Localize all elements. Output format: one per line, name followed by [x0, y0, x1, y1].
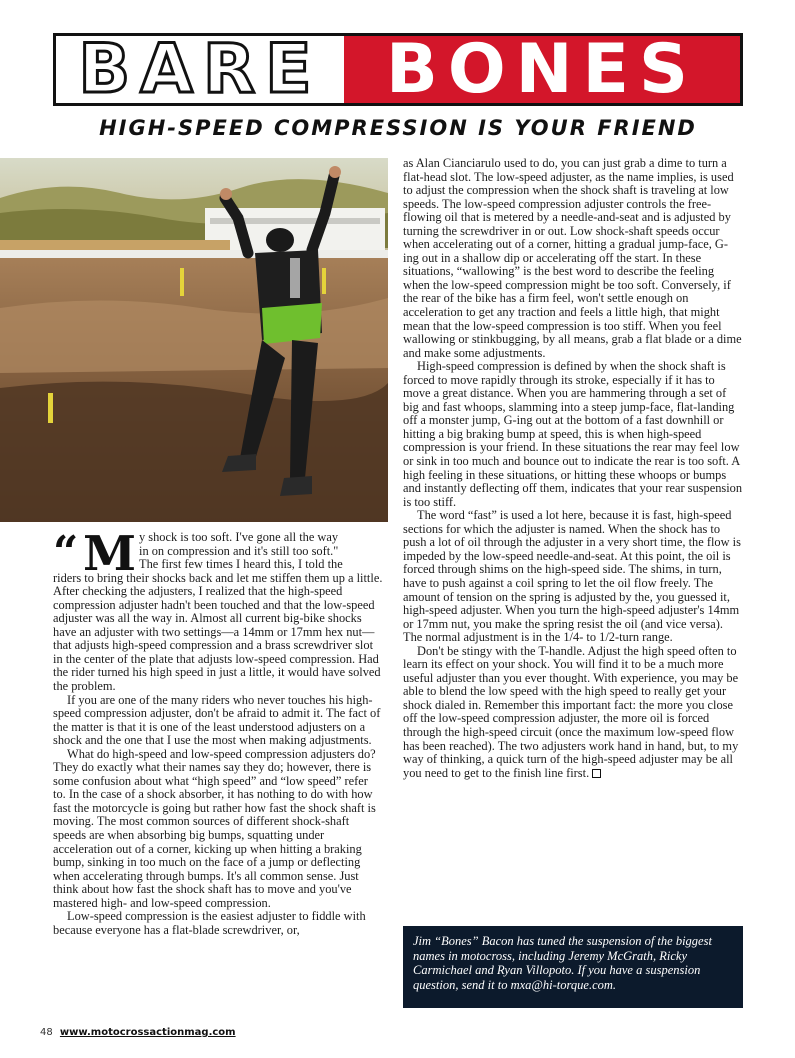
opening-quote-mark: “	[53, 527, 79, 578]
paragraph: The word “fast” is used a lot here, because it is fast, high-speed sections for which the adjuster is named. When the shock has to push a lot of oil through the adjuster in a very short time, the flow is impeded by the low-speed needle-and-seat. At this point, the oil is forced through shims on the high-speed side. The shims, in turn, have to push against a coil spring to let the oil flow freely. The amount of tension on the spring is adjusted by the, you guessed it, high-speed adjuster. When you turn the high-speed adjuster's 14mm or 17mm nut, you make the spring resist the oil (and vice versa). The normal adjustment is in the 1/4- to 1/2-turn range.	[403, 508, 741, 645]
website-link[interactable]: www.motocrossactionmag.com	[59, 1027, 236, 1038]
rider-photo-image	[0, 158, 388, 522]
dropcap-intro	[53, 526, 383, 582]
paragraph: riders to bring their shocks back and let me stiffen them up a little. After checking the adjusters, I realized that the high-speed compression adjuster hadn't been touched and that the low-speed adjuster was all the way in. Almost all current big-bike shocks have an adjuster with two settings—a 14mm or 17mm hex nut—that adjusts high-speed compression and a brass screwdriver slot in the center of the plate that adjusts low-speed compression. Had the rider turned his high speed in just a little, it would have solved the problem.	[53, 570, 383, 694]
paragraph	[403, 645, 743, 780]
dropcap-line: in on compression and it's still too soft."	[139, 543, 339, 558]
paragraph: If you are one of the many riders who never touches his high-speed compression adjuster, don't be afraid to admit it. The fact of the matter is that it is one of the least understood adjusters on a shock and the one that I use the most when making adjustments.	[53, 692, 381, 748]
bio-end: .	[612, 977, 617, 992]
masthead	[53, 30, 743, 109]
page-number: 48	[40, 1027, 53, 1038]
dropcap-line: The first few times I heard this, I told the	[139, 557, 343, 572]
end-mark-icon	[592, 769, 601, 778]
article-column-right	[403, 157, 743, 780]
bio-email-link[interactable]: mxa@hi-torque.com	[510, 977, 613, 992]
dropcap-letter: M	[83, 526, 137, 582]
bio-text: Jim “Bones” Bacon has tuned the suspension of the biggest names in motocross, including Jeremy McGrath, Ricky Carmichael and Ryan Villopoto. If you have a suspension question, send it to	[413, 934, 712, 992]
article-subtitle: HIGH-SPEED COMPRESSION IS YOUR FRIEND	[99, 116, 697, 140]
paragraph: What do high-speed and low-speed compression adjusters do? They do exactly what their names say they do; however, there is some confusion about what “high speed” and “low speed” refer to. In the case of a shock absorber, it has nothing to do with how fast the motorcycle is going but rather how fast the shock shaft is moving. The most common sources of different shock-shaft speeds are when absorbing big bumps, squatting under acceleration out of a corner, kicking up when hitting a braking bump, sinking in too much on the face of a jump or deflecting when accelerating through bumps. It's all common sense. Just think about how fast the shock shaft has to move and you've mastered high- and low-speed compression.	[53, 746, 376, 910]
article-column-left	[53, 526, 383, 937]
masthead-bones: BONES	[344, 36, 740, 103]
paragraph: High-speed compression is defined by when the shock shaft is forced to move rapidly through its stroke, especially if it has to move a great distance. When you are hammering through a set of big and fast whoops, slamming into a steep jump-face, flat-landing off a monster jump, G-ing out at the bottom of a fast downhill or hitting a big braking bump at speed, this is when high-speed compression is your friend. In these situations the rear may feel low or sink in too much and bounce out to indicate the rear is too soft. A high feeling in these situations, or hitting these whoops or bumps and instantly deflecting off them, indicates that your rear suspension is too stiff.	[403, 359, 743, 509]
paragraph: Low-speed compression is the easiest adjuster to fiddle with because everyone has a flat-blade screwdriver, or,	[53, 909, 366, 937]
page-footer	[40, 1027, 236, 1038]
masthead-bare: BARE	[56, 36, 344, 103]
paragraph-text: Don't be stingy with the T-handle. Adjust the high speed often to learn its effect on your shock. You will find it to be a much more useful adjuster than you ever thought. With experience, you may be able to blend the low speed with the high speed to really get your shock dialed in. Remember this important fact: the more you close off the low-speed compression adjuster, the more oil is forced through the high-speed circuit (once the maximum low-speed flow has been reached). The two adjusters work hand in hand, but, to my way of thinking, a quick turn of the high-speed adjuster may be all you need to get to the finish line first.	[403, 643, 739, 780]
dropcap-line: y shock is too soft. I've gone all the way	[139, 530, 339, 544]
rider-photo	[0, 158, 388, 522]
paragraph: as Alan Cianciarulo used to do, you can just grab a dime to turn a flat-head slot. The low-speed adjuster, as the name implies, is used to adjust the compression when the shock shaft is traveling at low speeds. The low-speed compression adjuster controls the free-flowing oil that is metered by a needle-and-seat and is adjusted by turning the screwdriver in or out. Low shock-shaft speeds occur when accelerating out of a corner, hitting a gradual jump-face, G-ing out in a shallow dip or accelerating off the start. In these situations, “wallowing” is the best word to describe the feeling when the low-speed compression might be too soft. Conversely, if the rear of the bike has a firm feel, won't settle enough on acceleration to get any traction and feels a little high, that might mean that the low-speed compression is too stiff. When you feel wallowing or stinkbugging, by all means, grab a flat blade or a dime and make some adjustments.	[403, 156, 742, 360]
author-bio-box	[403, 926, 743, 1008]
